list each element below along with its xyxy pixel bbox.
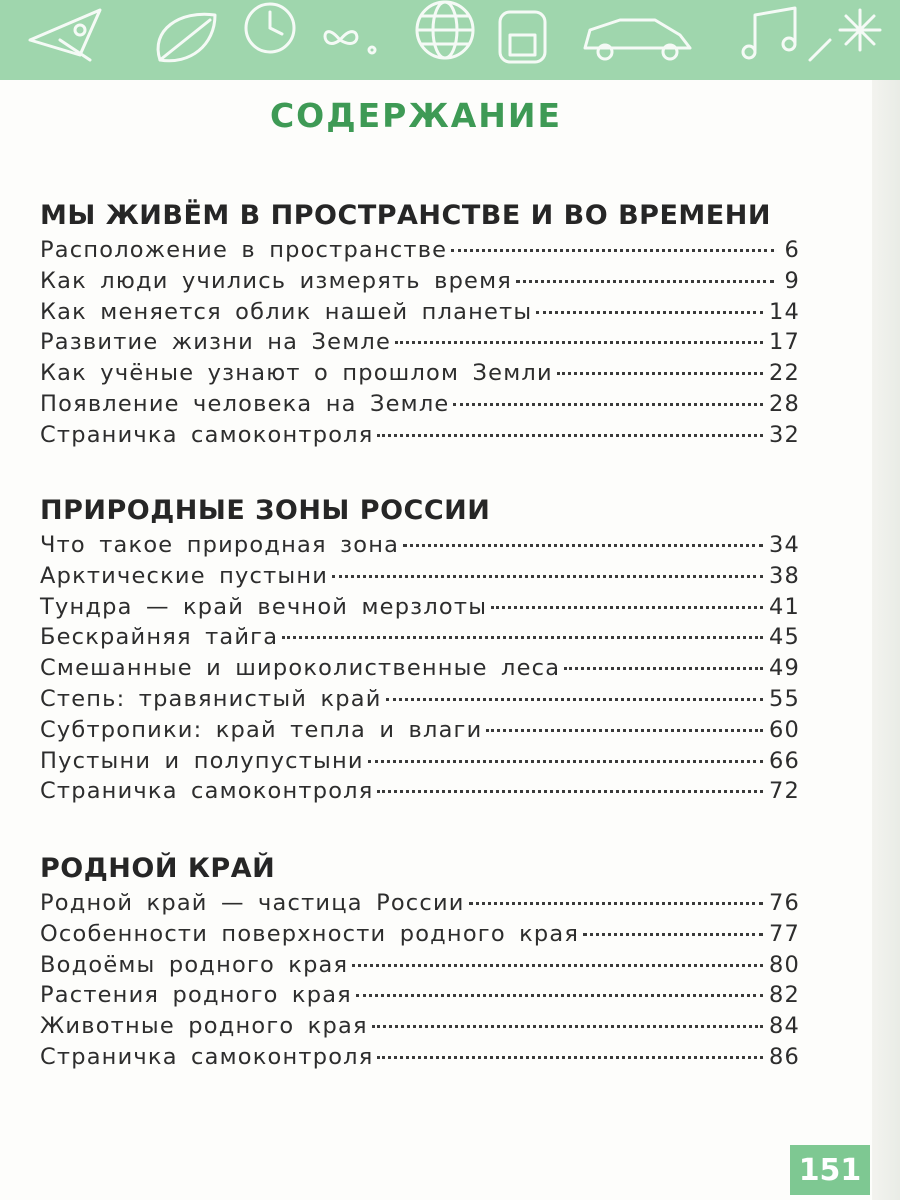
- toc-row[interactable]: [40, 890, 800, 921]
- toc-page: 76: [768, 890, 800, 916]
- clock-icon: [246, 4, 294, 52]
- dot-leader: [395, 341, 763, 344]
- car-icon: [585, 20, 690, 59]
- toc-row[interactable]: [40, 1013, 800, 1044]
- toc-section-2: [40, 495, 800, 809]
- toc-row[interactable]: [40, 982, 800, 1013]
- dot-leader: [486, 729, 763, 732]
- section-title: РОДНОЙ КРАЙ: [40, 853, 276, 884]
- dot-leader: [451, 249, 774, 252]
- toc-page: 49: [768, 655, 800, 682]
- toc-row[interactable]: [40, 778, 800, 809]
- dot-leader: [372, 1025, 763, 1028]
- dot-leader: [356, 994, 763, 997]
- toc-page: 84: [768, 1013, 800, 1040]
- toc-row[interactable]: [40, 748, 800, 779]
- toc-page: 41: [768, 593, 800, 620]
- toc-row[interactable]: [40, 237, 800, 268]
- toc-label: Степь: травянистый край: [40, 685, 382, 712]
- section-title: ПРИРОДНЫЕ ЗОНЫ РОССИИ: [40, 495, 491, 526]
- toc-label: Бескрайняя тайга: [40, 624, 279, 651]
- music-notes-icon: [743, 8, 830, 60]
- toc-row[interactable]: [40, 624, 800, 655]
- dot-leader: [403, 544, 763, 547]
- toc-label: Особенности поверхности родного края: [40, 920, 580, 947]
- dot-leader: [386, 698, 763, 701]
- dot-leader: [377, 434, 762, 437]
- toc-label: Страничка самоконтроля: [40, 1043, 374, 1070]
- globe-icon: [417, 2, 473, 58]
- toc-label: Как меняется облик нашей планеты: [40, 298, 533, 325]
- backpack-icon: [500, 12, 545, 62]
- toc-section-1: [40, 200, 800, 453]
- leaf-icon: [158, 14, 215, 61]
- toc-label: Пустыни и полупустыни: [40, 747, 364, 774]
- page-number-badge: 151: [790, 1145, 870, 1195]
- toc-row[interactable]: [40, 268, 800, 299]
- toc-page: 22: [768, 360, 800, 387]
- toc-page: 6: [784, 237, 800, 263]
- toc-row[interactable]: [40, 1044, 800, 1075]
- toc-page: 66: [768, 747, 800, 774]
- toc-row[interactable]: [40, 655, 800, 686]
- toc-row[interactable]: [40, 532, 800, 563]
- dot-leader: [583, 933, 763, 936]
- dot-leader: [557, 372, 763, 375]
- dot-leader: [469, 902, 763, 905]
- dot-leader: [453, 403, 763, 406]
- toc-row[interactable]: [40, 299, 800, 330]
- toc-row[interactable]: [40, 563, 800, 594]
- toc-label: Как люди учились измерять время: [40, 267, 513, 294]
- dot-leader: [377, 1056, 762, 1059]
- dot-leader: [491, 606, 763, 609]
- toc-page: 72: [768, 778, 800, 805]
- toc-label: Расположение в пространстве: [40, 237, 448, 263]
- toc-label: Страничка самоконтроля: [40, 778, 374, 805]
- toc-label: Появление человека на Земле: [40, 390, 450, 417]
- toc-row[interactable]: [40, 422, 800, 453]
- toc-page: 32: [768, 421, 800, 448]
- toc-label: Животные родного края: [40, 1013, 368, 1040]
- toc-page: 86: [768, 1043, 800, 1070]
- toc-page: 45: [768, 624, 800, 651]
- page-edge: [872, 80, 900, 1200]
- toc-label: Смешанные и широколиственные леса: [40, 655, 561, 682]
- toc-page: 55: [768, 685, 800, 712]
- toc-page: 38: [768, 562, 800, 589]
- toc-row[interactable]: [40, 717, 800, 748]
- toc-page: 60: [768, 716, 800, 743]
- star-icon: [840, 10, 880, 50]
- dot-leader: [282, 636, 763, 639]
- toc-row[interactable]: [40, 391, 800, 422]
- toc-section-3: [40, 853, 800, 1075]
- toc-row[interactable]: [40, 360, 800, 391]
- butterfly-icon: [325, 32, 375, 53]
- dot-leader: [377, 790, 762, 793]
- page-title: СОДЕРЖАНИЕ: [269, 96, 563, 135]
- header-banner: [0, 0, 900, 80]
- toc-label: Как учёные узнают о прошлом Земли: [40, 360, 553, 387]
- dot-leader: [352, 964, 763, 967]
- toc-row[interactable]: [40, 921, 800, 952]
- toc-page: 14: [768, 298, 800, 325]
- rocket-icon: [30, 10, 100, 60]
- toc-row[interactable]: [40, 952, 800, 983]
- banner-decor: [0, 0, 900, 80]
- toc-row[interactable]: [40, 594, 800, 625]
- section-title: МЫ ЖИВЁМ В ПРОСТРАНСТВЕ И ВО ВРЕМЕНИ: [40, 200, 771, 231]
- toc-page: 28: [768, 390, 800, 417]
- toc-label: Водоёмы родного края: [40, 951, 349, 978]
- dot-leader: [368, 760, 763, 763]
- toc-page: 34: [768, 532, 800, 558]
- toc-page: 77: [768, 920, 800, 947]
- toc-page: 80: [768, 951, 800, 978]
- dot-leader: [564, 667, 763, 670]
- toc-page: 9: [784, 267, 800, 294]
- dot-leader: [516, 280, 774, 283]
- toc-page: 82: [768, 982, 800, 1009]
- toc-label: Развитие жизни на Земле: [40, 329, 391, 356]
- toc-label: Растения родного края: [40, 982, 352, 1009]
- toc-label: Что такое природная зона: [40, 532, 400, 558]
- toc-label: Тундра — край вечной мерзлоты: [40, 593, 488, 620]
- toc-row[interactable]: [40, 329, 800, 360]
- dot-leader: [536, 311, 763, 314]
- toc-label: Арктические пустыни: [40, 562, 329, 589]
- dot-leader: [332, 575, 763, 578]
- toc-page: 17: [768, 329, 800, 356]
- toc-row[interactable]: [40, 686, 800, 717]
- toc-label: Субтропики: край тепла и влаги: [40, 716, 483, 743]
- toc-label: Страничка самоконтроля: [40, 421, 374, 448]
- toc-label: Родной край — частица России: [40, 890, 465, 916]
